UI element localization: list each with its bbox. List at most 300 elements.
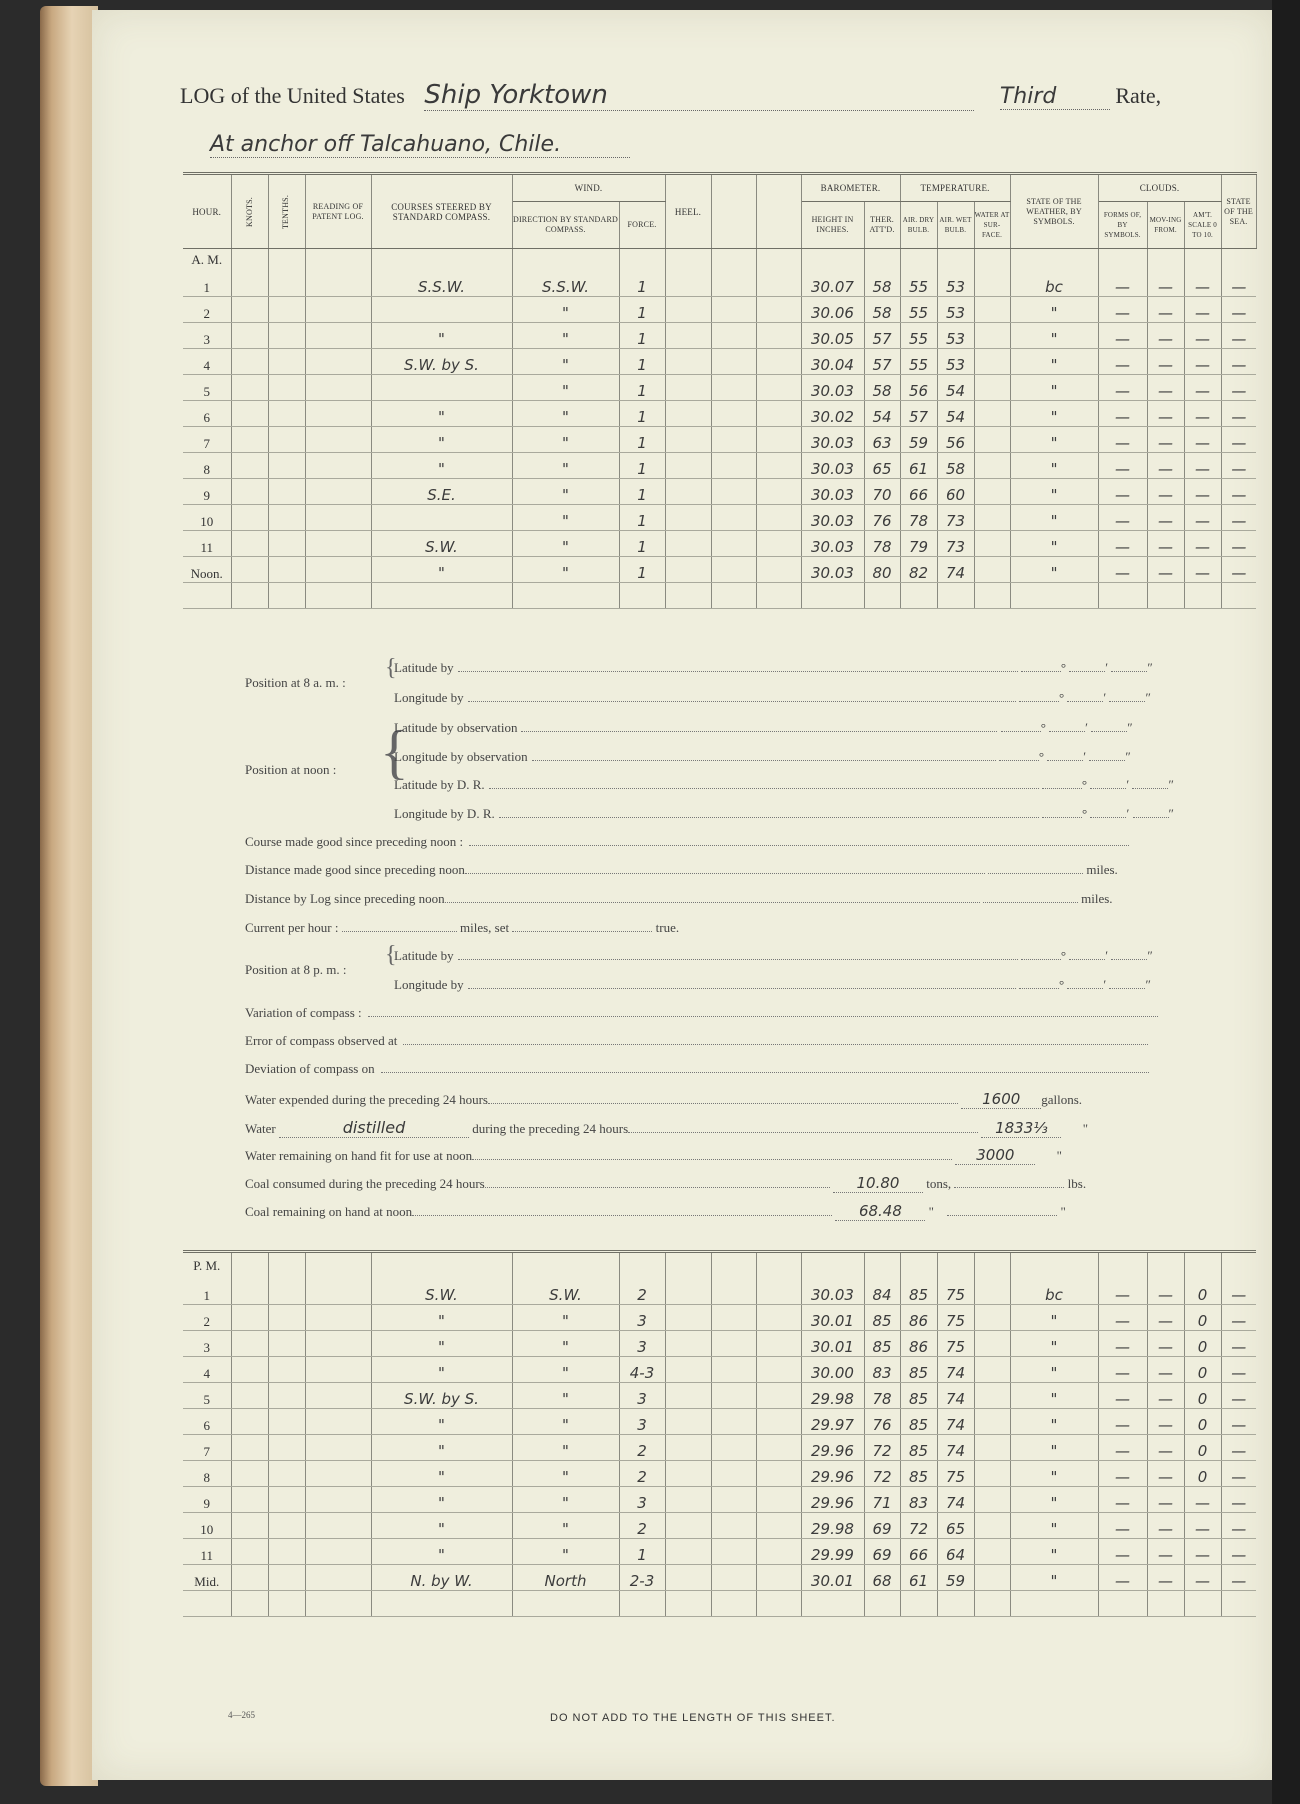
am-row (183, 453, 1256, 479)
am-empty-cell (665, 297, 711, 323)
am-sea-cell: — (1221, 375, 1256, 401)
am-empty-cell (183, 583, 231, 609)
am-empty-cell (305, 505, 371, 531)
am-sea-cell: — (1221, 297, 1256, 323)
pm-forms-cell: — (1098, 1279, 1147, 1305)
coal-remaining-value: 68.48 (835, 1202, 925, 1221)
pm-wind-cell: " (512, 1331, 619, 1357)
pm-empty-cell (665, 1435, 711, 1461)
pm-empty-cell (756, 1305, 801, 1331)
am-empty-cell (305, 297, 371, 323)
am-empty-cell (756, 375, 801, 401)
am-dry-cell: 57 (900, 401, 937, 427)
col-blank-2 (756, 174, 801, 249)
pm-sea-cell: — (1221, 1383, 1256, 1409)
am-forms-cell: — (1098, 297, 1147, 323)
pm-row (183, 1461, 1256, 1487)
am-empty-cell (231, 505, 268, 531)
am-row (183, 401, 1256, 427)
am-row (183, 557, 1256, 583)
pm-empty-cell (900, 1591, 937, 1617)
water-expended-value: 1600 (961, 1090, 1041, 1109)
pm-empty-cell (711, 1357, 756, 1383)
am-hour-cell: 4 (183, 349, 231, 375)
pm-rows (183, 1279, 1256, 1617)
pm-force-cell: 3 (619, 1305, 665, 1331)
pm-amount-cell: 0 (1184, 1305, 1221, 1331)
pm-moving-cell: — (1147, 1383, 1184, 1409)
am-wet-cell: 53 (937, 323, 974, 349)
pm-force-cell: 2-3 (619, 1565, 665, 1591)
col-hour: HOUR. (183, 174, 231, 249)
pos-8am-brace: { (385, 655, 397, 681)
pm-moving-cell: — (1147, 1461, 1184, 1487)
am-empty-cell (268, 453, 305, 479)
am-force-cell: 1 (619, 349, 665, 375)
pm-empty-cell (268, 1279, 305, 1305)
pm-weather-cell: " (1010, 1461, 1098, 1487)
pm-empty-cell (268, 1357, 305, 1383)
am-weather-cell: " (1010, 557, 1098, 583)
am-empty-cell (711, 583, 756, 609)
am-empty-cell (268, 531, 305, 557)
form-code: 4—265 (228, 1710, 255, 1720)
water-remaining-ditto: " (1056, 1148, 1062, 1163)
pm-hour-cell: 6 (183, 1409, 231, 1435)
pm-weather-cell: " (1010, 1513, 1098, 1539)
am-row (183, 271, 1256, 297)
pm-empty-cell (665, 1487, 711, 1513)
am-ther-cell: 57 (864, 323, 900, 349)
am-sea-cell: — (1221, 505, 1256, 531)
pm-sea-cell: — (1221, 1409, 1256, 1435)
pos-8pm-lon: Longitude by (394, 977, 464, 992)
am-dry-cell: 55 (900, 297, 937, 323)
am-empty-cell (305, 271, 371, 297)
pm-hour-cell: 5 (183, 1383, 231, 1409)
pm-empty-cell (665, 1279, 711, 1305)
pm-empty-cell (305, 1279, 371, 1305)
pm-empty-cell (231, 1461, 268, 1487)
pm-hour-cell: Mid. (183, 1565, 231, 1591)
pm-empty-cell (974, 1279, 1010, 1305)
pm-row (183, 1409, 1256, 1435)
pm-force-cell: 4-3 (619, 1357, 665, 1383)
am-empty-cell (231, 271, 268, 297)
am-ther-cell: 78 (864, 531, 900, 557)
pm-moving-cell: — (1147, 1279, 1184, 1305)
pm-empty-cell (183, 1591, 231, 1617)
coal-consumed-label: Coal consumed during the preceding 24 hours (245, 1176, 485, 1191)
am-empty-cell (1147, 583, 1184, 609)
pm-sea-cell: — (1221, 1435, 1256, 1461)
pm-hour-cell: 8 (183, 1461, 231, 1487)
am-dry-cell: 56 (900, 375, 937, 401)
pos-noon-lat-dr: Latitude by D. R. (394, 777, 485, 792)
am-row (183, 479, 1256, 505)
am-empty-cell (974, 505, 1010, 531)
am-weather-cell: " (1010, 479, 1098, 505)
am-hour-cell: 7 (183, 427, 231, 453)
pm-empty-cell (711, 1409, 756, 1435)
am-empty-cell (756, 583, 801, 609)
am-empty-cell (665, 401, 711, 427)
am-empty-cell (756, 505, 801, 531)
pm-empty-cell (864, 1591, 900, 1617)
am-ther-cell: 65 (864, 453, 900, 479)
am-moving-cell: — (1147, 427, 1184, 453)
am-course-cell: " (371, 323, 512, 349)
pm-empty-cell (974, 1487, 1010, 1513)
pm-dry-cell: 61 (900, 1565, 937, 1591)
pm-amount-cell: — (1184, 1513, 1221, 1539)
pm-empty-cell (711, 1565, 756, 1591)
pm-amount-cell: 0 (1184, 1357, 1221, 1383)
pm-empty-cell (974, 1383, 1010, 1409)
pm-course-cell: " (371, 1357, 512, 1383)
am-force-cell: 1 (619, 323, 665, 349)
pm-blank-row (183, 1591, 1256, 1617)
pos-8am-lat: Latitude by (394, 660, 454, 675)
am-empty-cell (665, 531, 711, 557)
pm-ther-cell: 76 (864, 1409, 900, 1435)
am-amount-cell: — (1184, 427, 1221, 453)
am-rows (183, 271, 1256, 609)
am-hour-cell: Noon. (183, 557, 231, 583)
am-ther-cell: 80 (864, 557, 900, 583)
am-forms-cell: — (1098, 375, 1147, 401)
col-weather: STATE OF THE WEATHER, BY SYMBOLS. (1010, 174, 1098, 249)
pm-empty-cell (665, 1383, 711, 1409)
am-force-cell: 1 (619, 297, 665, 323)
pm-dry-cell: 85 (900, 1435, 937, 1461)
pm-empty-cell (756, 1461, 801, 1487)
am-empty-cell (665, 453, 711, 479)
pm-amount-cell: 0 (1184, 1409, 1221, 1435)
pm-empty-cell (512, 1591, 619, 1617)
col-wind: WIND. (512, 174, 665, 202)
pm-empty-cell (231, 1279, 268, 1305)
am-force-cell: 1 (619, 505, 665, 531)
am-force-cell: 1 (619, 375, 665, 401)
pm-empty-cell (305, 1565, 371, 1591)
pm-empty-cell (1221, 1591, 1256, 1617)
pm-empty-cell (665, 1357, 711, 1383)
pm-forms-cell: — (1098, 1331, 1147, 1357)
am-blank-row (183, 583, 1256, 609)
am-sea-cell: — (1221, 349, 1256, 375)
pm-forms-cell: — (1098, 1513, 1147, 1539)
am-empty-cell (268, 427, 305, 453)
am-empty-cell (268, 505, 305, 531)
pm-ther-cell: 85 (864, 1305, 900, 1331)
am-moving-cell: — (1147, 323, 1184, 349)
am-weather-cell: " (1010, 349, 1098, 375)
pm-height-cell: 30.01 (801, 1305, 864, 1331)
pm-row (183, 1357, 1256, 1383)
pm-empty-cell (305, 1357, 371, 1383)
am-force-cell: 1 (619, 479, 665, 505)
col-cloud-forms: FORMS OF, BY SYMBOLS. (1098, 202, 1147, 249)
am-empty-cell (974, 401, 1010, 427)
pm-wind-cell: " (512, 1461, 619, 1487)
am-empty-cell (711, 271, 756, 297)
water-distilled-value: 1833⅓ (981, 1119, 1061, 1138)
water-label: Water (245, 1121, 276, 1136)
pm-empty-cell (756, 1409, 801, 1435)
col-knots (231, 174, 268, 249)
pm-empty-cell (711, 1331, 756, 1357)
pm-dry-cell: 85 (900, 1357, 937, 1383)
col-cloud-moving: MOV-ING FROM. (1147, 202, 1184, 249)
am-empty-cell (305, 531, 371, 557)
am-amount-cell: — (1184, 323, 1221, 349)
am-dry-cell: 59 (900, 427, 937, 453)
pm-empty-cell (974, 1357, 1010, 1383)
am-empty-cell (665, 323, 711, 349)
pos-noon-lon-obs: Longitude by observation (394, 749, 528, 764)
am-dry-cell: 78 (900, 505, 937, 531)
pm-height-cell: 29.97 (801, 1409, 864, 1435)
am-hour-cell: 11 (183, 531, 231, 557)
pm-empty-cell (665, 1513, 711, 1539)
pm-empty-cell (268, 1461, 305, 1487)
am-wet-cell: 56 (937, 427, 974, 453)
am-forms-cell: — (1098, 271, 1147, 297)
am-height-cell: 30.03 (801, 557, 864, 583)
am-empty-cell (756, 297, 801, 323)
pm-wind-cell: " (512, 1435, 619, 1461)
am-moving-cell: — (1147, 297, 1184, 323)
pm-height-cell: 30.01 (801, 1565, 864, 1591)
am-wind-cell: " (512, 531, 619, 557)
am-moving-cell: — (1147, 453, 1184, 479)
col-clouds: CLOUDS. (1098, 174, 1221, 202)
pm-empty-cell (974, 1591, 1010, 1617)
pm-moving-cell: — (1147, 1357, 1184, 1383)
pm-empty-cell (305, 1461, 371, 1487)
am-wind-cell: " (512, 323, 619, 349)
rate-label: Rate, (1115, 83, 1162, 108)
pm-wet-cell: 75 (937, 1305, 974, 1331)
pm-empty-cell (756, 1591, 801, 1617)
am-empty-cell (974, 453, 1010, 479)
pm-height-cell: 29.98 (801, 1513, 864, 1539)
pm-empty-cell (711, 1383, 756, 1409)
am-sea-cell: — (1221, 479, 1256, 505)
am-empty-cell (268, 401, 305, 427)
am-empty-cell (711, 505, 756, 531)
col-courses: COURSES STEERED BY STANDARD COMPASS. (371, 174, 512, 249)
pm-course-cell: S.W. (371, 1279, 512, 1305)
pm-ther-cell: 72 (864, 1461, 900, 1487)
am-forms-cell: — (1098, 479, 1147, 505)
pm-row (183, 1279, 1256, 1305)
am-hour-cell: 3 (183, 323, 231, 349)
am-sea-cell: — (1221, 557, 1256, 583)
am-amount-cell: — (1184, 375, 1221, 401)
pm-wind-cell: " (512, 1513, 619, 1539)
pm-log-table (183, 1250, 1256, 1617)
am-ther-cell: 57 (864, 349, 900, 375)
pm-empty-cell (665, 1591, 711, 1617)
tons-label: tons, (926, 1176, 952, 1191)
am-empty-cell (974, 531, 1010, 557)
pm-wet-cell: 74 (937, 1487, 974, 1513)
am-empty-cell (665, 271, 711, 297)
am-height-cell: 30.06 (801, 297, 864, 323)
am-empty-cell (305, 375, 371, 401)
pm-height-cell: 30.01 (801, 1331, 864, 1357)
pm-weather-cell: " (1010, 1487, 1098, 1513)
lbs-label: lbs. (1067, 1176, 1087, 1191)
am-course-cell: S.W. (371, 531, 512, 557)
pm-moving-cell: — (1147, 1487, 1184, 1513)
background-edge (1272, 0, 1300, 1804)
am-weather-cell: " (1010, 375, 1098, 401)
pm-empty-cell (619, 1591, 665, 1617)
pm-forms-cell: — (1098, 1435, 1147, 1461)
am-wind-cell: " (512, 479, 619, 505)
am-moving-cell: — (1147, 505, 1184, 531)
water-expended-label: Water expended during the preceding 24 hours (245, 1092, 488, 1107)
deviation-compass: Deviation of compass on (245, 1061, 375, 1076)
am-dry-cell: 79 (900, 531, 937, 557)
pm-course-cell: " (371, 1435, 512, 1461)
pm-empty-cell (974, 1331, 1010, 1357)
am-row (183, 505, 1256, 531)
pm-height-cell: 29.96 (801, 1461, 864, 1487)
am-empty-cell (231, 375, 268, 401)
am-empty-cell (756, 427, 801, 453)
am-amount-cell: — (1184, 453, 1221, 479)
am-sea-cell: — (1221, 427, 1256, 453)
pm-dry-cell: 85 (900, 1409, 937, 1435)
pm-empty-cell (268, 1539, 305, 1565)
pm-sea-cell: — (1221, 1539, 1256, 1565)
pm-weather-cell: " (1010, 1331, 1098, 1357)
pm-weather-cell: " (1010, 1357, 1098, 1383)
pm-weather-cell: " (1010, 1565, 1098, 1591)
pm-dry-cell: 85 (900, 1461, 937, 1487)
am-empty-cell (756, 401, 801, 427)
pm-empty-cell (711, 1591, 756, 1617)
pm-amount-cell: 0 (1184, 1279, 1221, 1305)
pm-force-cell: 2 (619, 1279, 665, 1305)
pos-8pm-brace: { (385, 942, 397, 968)
am-forms-cell: — (1098, 401, 1147, 427)
pm-ther-cell: 71 (864, 1487, 900, 1513)
am-empty-cell (756, 349, 801, 375)
col-tenths (268, 174, 305, 249)
pm-moving-cell: — (1147, 1513, 1184, 1539)
col-water-surface: WATER AT SUR-FACE. (974, 202, 1010, 249)
pm-empty-cell (974, 1461, 1010, 1487)
am-row (183, 531, 1256, 557)
pm-label: P. M. (183, 1252, 231, 1280)
pos-noon-brace: { (380, 719, 409, 785)
pm-wind-cell: " (512, 1305, 619, 1331)
am-empty-cell (864, 583, 900, 609)
rate-value: Third (1000, 84, 1110, 110)
am-empty-cell (268, 557, 305, 583)
am-empty-cell (268, 297, 305, 323)
pm-wind-cell: " (512, 1357, 619, 1383)
variation-compass: Variation of compass : (245, 1005, 362, 1020)
am-height-cell: 30.07 (801, 271, 864, 297)
am-empty-cell (711, 297, 756, 323)
pm-wind-cell: North (512, 1565, 619, 1591)
am-ther-cell: 63 (864, 427, 900, 453)
pm-course-cell: S.W. by S. (371, 1383, 512, 1409)
am-label: A. M. (183, 249, 231, 272)
am-ther-cell: 58 (864, 375, 900, 401)
am-empty-cell (231, 557, 268, 583)
pm-empty-cell (231, 1357, 268, 1383)
am-wet-cell: 74 (937, 557, 974, 583)
am-amount-cell: — (1184, 557, 1221, 583)
am-weather-cell: " (1010, 505, 1098, 531)
pm-wet-cell: 74 (937, 1409, 974, 1435)
pm-force-cell: 1 (619, 1539, 665, 1565)
am-empty-cell (756, 453, 801, 479)
pm-empty-cell (231, 1513, 268, 1539)
pm-wet-cell: 74 (937, 1435, 974, 1461)
am-course-cell (371, 297, 512, 323)
am-empty-cell (711, 375, 756, 401)
pm-empty-cell (756, 1539, 801, 1565)
pm-moving-cell: — (1147, 1435, 1184, 1461)
am-wet-cell: 73 (937, 531, 974, 557)
pm-empty-cell (974, 1565, 1010, 1591)
pm-moving-cell: — (1147, 1305, 1184, 1331)
pm-empty-cell (305, 1383, 371, 1409)
pm-empty-cell (756, 1513, 801, 1539)
pm-forms-cell: — (1098, 1305, 1147, 1331)
am-empty-cell (711, 531, 756, 557)
am-wind-cell: " (512, 453, 619, 479)
am-empty-cell (305, 323, 371, 349)
am-hour-cell: 9 (183, 479, 231, 505)
pm-wet-cell: 75 (937, 1279, 974, 1305)
pos-8pm-label: Position at 8 p. m. : (245, 962, 347, 977)
pm-sea-cell: — (1221, 1331, 1256, 1357)
am-empty-cell (305, 479, 371, 505)
pm-empty-cell (711, 1539, 756, 1565)
am-dry-cell: 55 (900, 323, 937, 349)
am-amount-cell: — (1184, 297, 1221, 323)
pm-empty-cell (1184, 1591, 1221, 1617)
pm-empty-cell (268, 1435, 305, 1461)
am-wind-cell: " (512, 401, 619, 427)
am-wind-cell: " (512, 349, 619, 375)
am-empty-cell (371, 583, 512, 609)
am-amount-cell: — (1184, 271, 1221, 297)
coal-remaining-label: Coal remaining on hand at noon (245, 1204, 413, 1219)
water-remaining-label: Water remaining on hand fit for use at noon (245, 1148, 473, 1163)
pm-empty-cell (371, 1591, 512, 1617)
pm-force-cell: 2 (619, 1461, 665, 1487)
pm-empty-cell (756, 1565, 801, 1591)
pm-empty-cell (268, 1513, 305, 1539)
pm-forms-cell: — (1098, 1357, 1147, 1383)
pm-empty-cell (711, 1513, 756, 1539)
pm-ther-cell: 85 (864, 1331, 900, 1357)
am-empty-cell (711, 427, 756, 453)
am-empty-cell (711, 349, 756, 375)
am-empty-cell (268, 479, 305, 505)
am-height-cell: 30.03 (801, 375, 864, 401)
